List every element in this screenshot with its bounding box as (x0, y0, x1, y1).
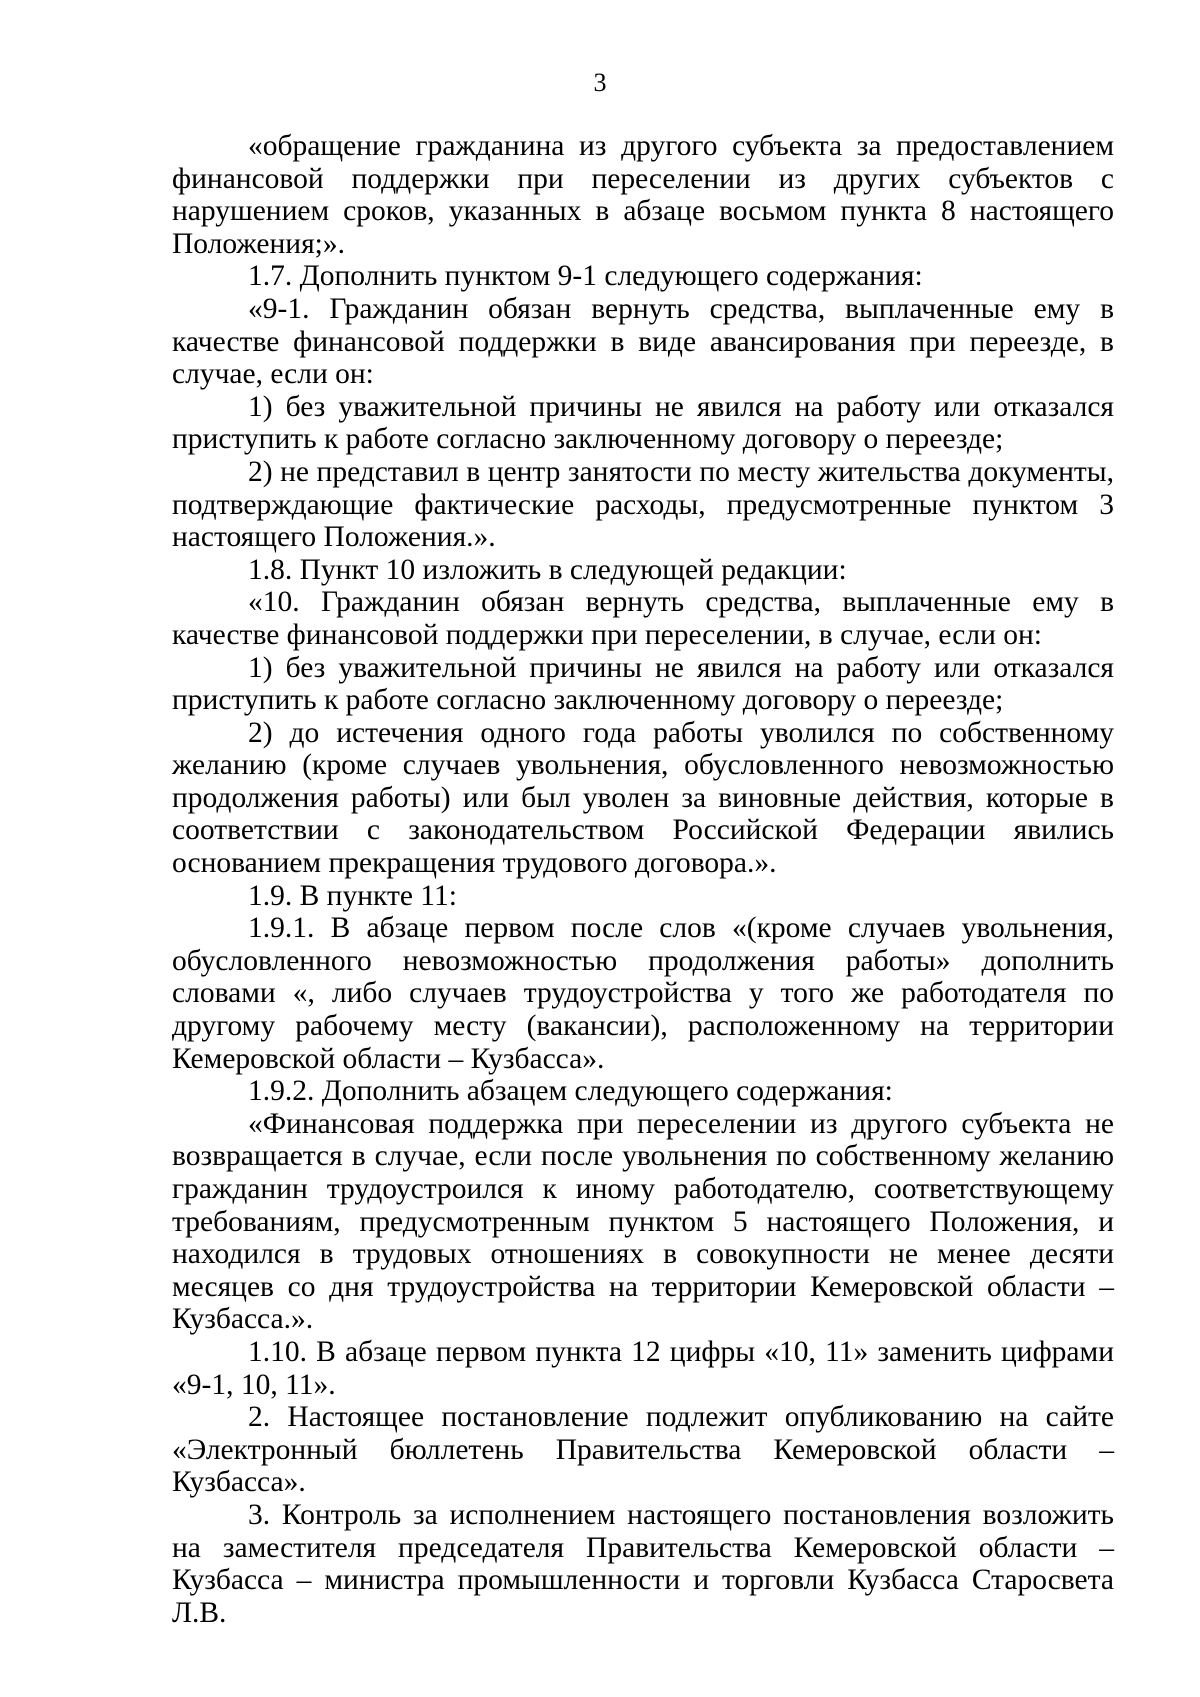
paragraph-1-10: 1.10. В абзаце первом пункта 12 цифры «10, 11» заменить цифрами «9-1, 10, 11». (172, 1335, 1114, 1401)
paragraph-10-item-2: 2) до истечения одного года работы уволился по собственному желанию (кроме случаев увольнения, обусловленного невозможностью продолжения работы) или был уволен за виновные действия, которые в соответствии с законодательством Российской Федерации явились основанием прекращения трудового договора.». (172, 716, 1114, 880)
paragraph-10-item-1: 1) без уважительной причины не явился на работу или отказался приступить к работе согласно заключенному договору о переезде; (172, 651, 1114, 717)
paragraph-9-1-item-1: 1) без уважительной причины не явился на работу или отказался приступить к работе согласно заключенному договору о переезде; (172, 390, 1114, 456)
paragraph-9-1: «9-1. Гражданин обязан вернуть средства, выплаченные ему в качестве финансовой поддержки в виде авансирования при переезде, в случае, если он: (172, 292, 1114, 391)
paragraph-3-control: 3. Контроль за исполнением настоящего постановления возложить на заместителя председателя Правительства Кемеровской области – Кузбасса – министра промышленности и торговли Кузбасса Старосвета Л.В. (172, 1498, 1114, 1629)
paragraph-9-1-item-2: 2) не представил в центр занятости по месту жительства документы, подтверждающие фактические расходы, предусмотренные пунктом 3 настоящего Положения.». (172, 455, 1114, 554)
paragraph-10: «10. Гражданин обязан вернуть средства, выплаченные ему в качестве финансовой поддержки при переселении, в случае, если он: (172, 586, 1114, 651)
paragraph-1-9: 1.9. В пункте 11: (248, 879, 457, 912)
paragraph-2-publication: 2. Настоящее постановление подлежит опубликованию на сайте «Электронный бюллетень Правительства Кемеровской области – Кузбасса». (172, 1401, 1114, 1499)
paragraph-1-9-2: 1.9.2. Дополнить абзацем следующего содержания: (248, 1075, 893, 1108)
paragraph-1-9-1: 1.9.1. В абзаце первом после слов «(кроме случаев увольнения, обусловленного невозможностью продолжения работы» дополнить словами «, либо случаев трудоустройства у того же работодателя по другому рабочему месту (вакансии), расположенному на территории Кемеровской области – Кузбасса». (172, 912, 1114, 1075)
paragraph-1-8: 1.8. Пункт 10 изложить в следующей редакции: (248, 553, 847, 586)
page-number: 3 (593, 68, 607, 97)
document-body (172, 130, 1114, 1629)
paragraph-quote-appeal: «обращение гражданина из другого субъекта за предоставлением финансовой поддержки при переселении из других субъектов с нарушением сроков, указанных в абзаце восьмом пункта 8 настоящего Положения;». (172, 130, 1114, 260)
paragraph-1-7: 1.7. Дополнить пунктом 9-1 следующего содержания: (248, 260, 923, 293)
paragraph-financial-support: «Финансовая поддержка при переселении из другого субъекта не возвращается в случае, если после увольнения по собственному желанию гражданин трудоустроился к иному работодателю, соответствующему требованиям, предусмотренным пунктом 5 настоящего Положения, и находился в трудовых отношениях в совокупности не менее десяти месяцев со дня трудоустройства на территории Кемеровской области – Кузбасса.». (172, 1107, 1114, 1336)
